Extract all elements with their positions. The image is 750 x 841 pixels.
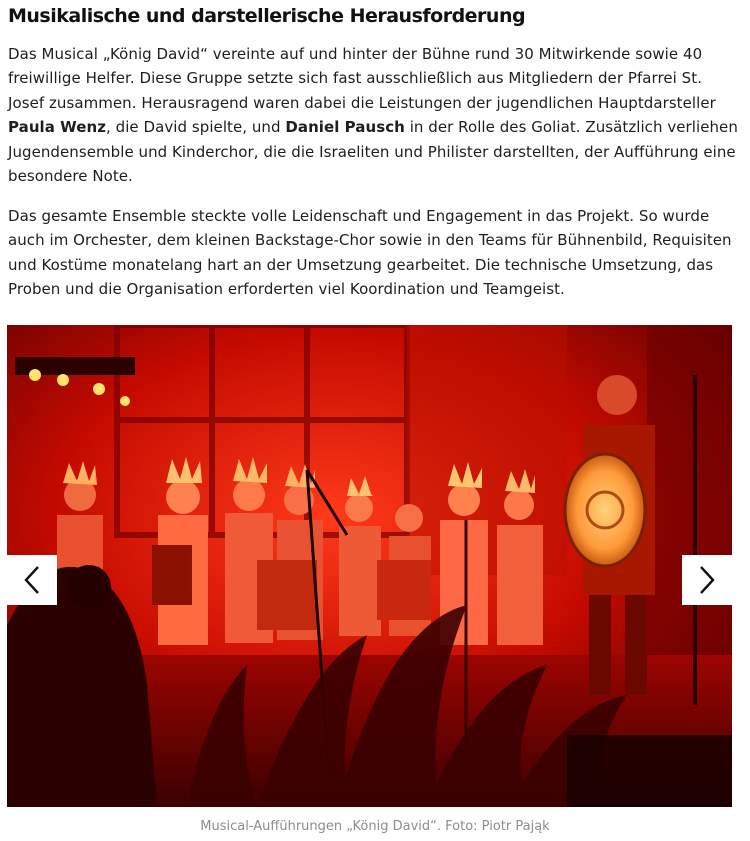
paragraph-text: , die David spielte, und xyxy=(105,118,286,137)
photo-caption: Musical-Aufführungen „König David“. Foto: Piotr Pająk xyxy=(200,819,550,834)
stage-photo xyxy=(7,325,732,807)
actor-name-goliat: Daniel Pausch xyxy=(285,118,405,137)
actor-name-david: Paula Wenz xyxy=(8,118,106,137)
photo-gallery xyxy=(7,325,732,807)
article-paragraph-1 xyxy=(8,42,742,188)
paragraph-text: Das Musical „König David“ vereinte auf und hinter der Bühne rund 30 Mitwirkende sowie 40 freiwillige Helfer. Diese Gruppe setzte sich fast ausschließlich aus Mitgliedern der Pfarrei St. Josef zusammen. Herausragend waren dabei die Leistungen der jugendlichen Hauptdarsteller xyxy=(8,45,716,112)
chevron-right-icon xyxy=(698,565,716,595)
gallery-next-button[interactable] xyxy=(682,555,732,605)
section-heading: Musikalische und darstellerische Herausforderung xyxy=(8,5,526,27)
gallery-prev-button[interactable] xyxy=(7,555,57,605)
article-paragraph-2: Das gesamte Ensemble steckte volle Leidenschaft und Engagement in das Projekt. So wurde auch im Orchester, dem kleinen Backstage-Chor sowie in den Teams für Bühnenbild, Requisiten und Kostüme monatelang hart an der Umsetzung gearbeitet. Die technische Umsetzung, das Proben und die Organisation erforderten viel Koordination und Teamgeist. xyxy=(8,207,732,299)
paragraph-text: in der Rolle des Goliat. Zusätzlich verliehen Jugendensemble und Kinderchor, die die Israeliten und Philister darstellten, der Aufführung eine besondere Note. xyxy=(8,118,738,186)
chevron-left-icon xyxy=(23,565,41,595)
